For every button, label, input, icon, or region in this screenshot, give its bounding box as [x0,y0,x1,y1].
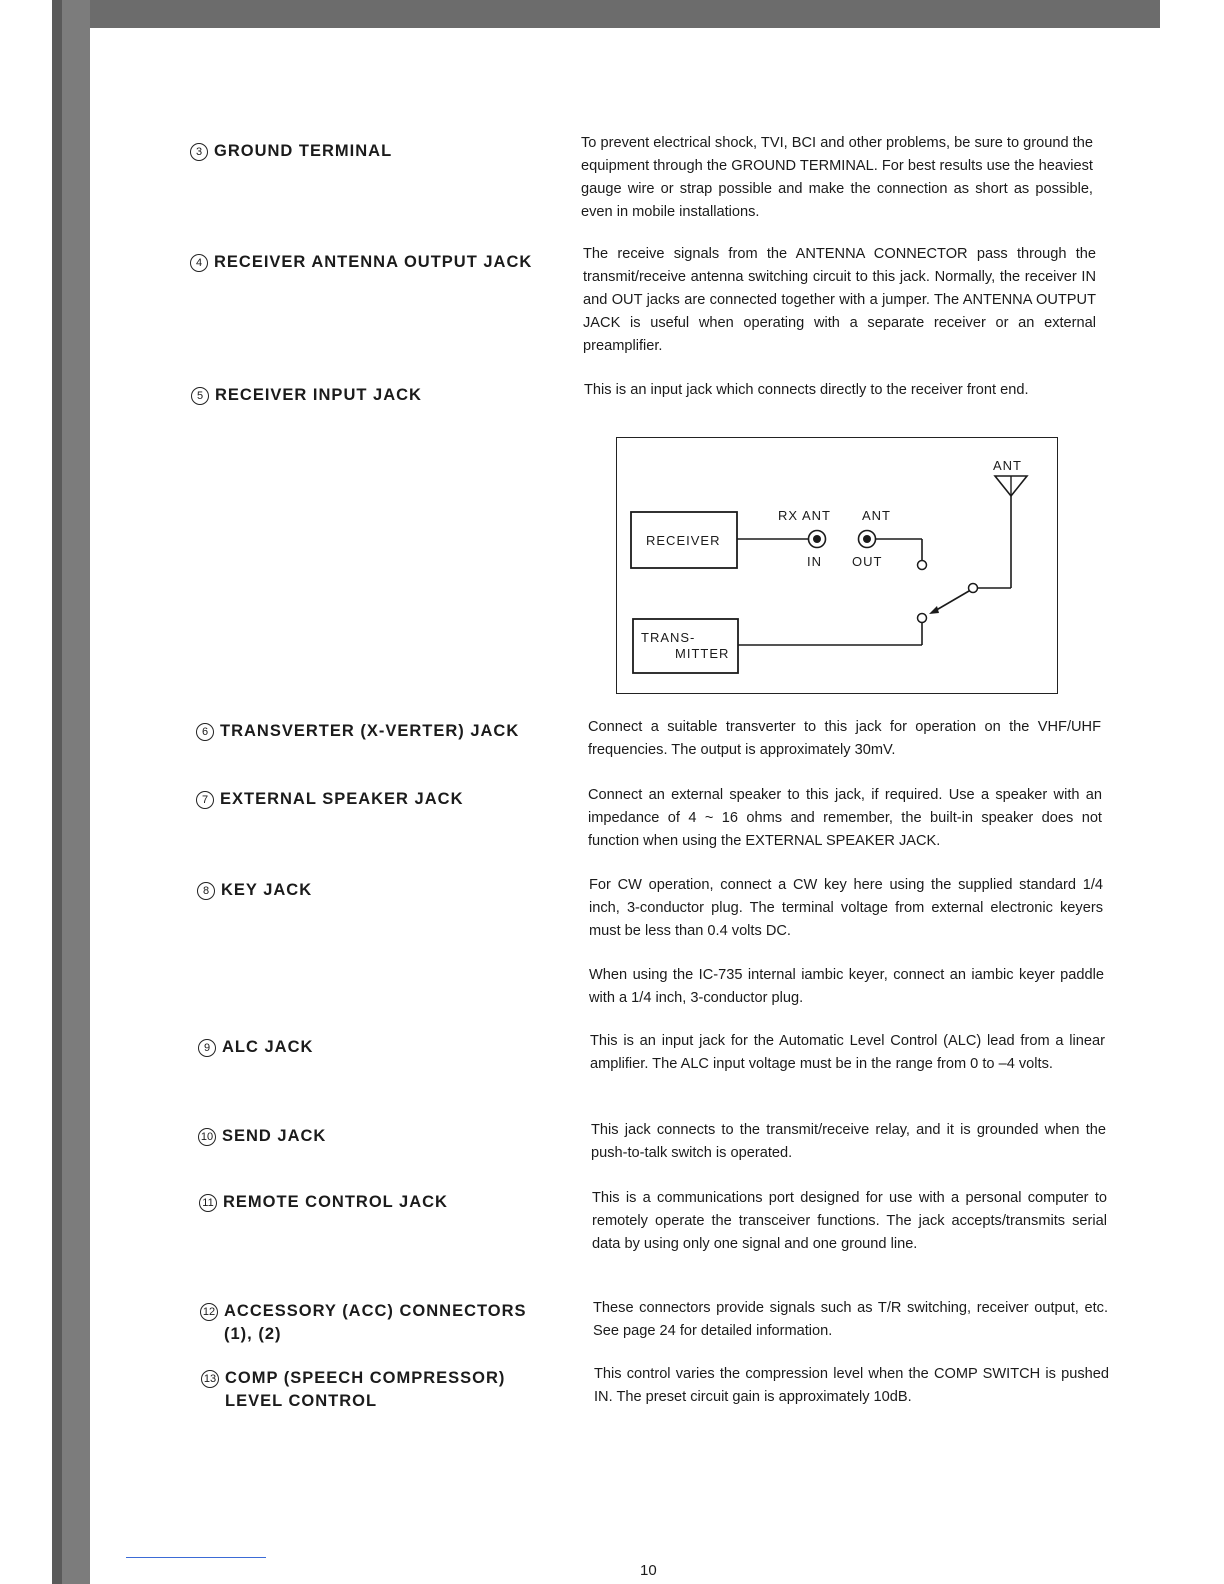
out-jack-center [863,535,871,543]
heading-external-speaker-jack [196,788,463,811]
para-receiver-antenna-output-jack: The receive signals from the ANTENNA CONNECTOR pass through the transmit/receive antenna switching circuit to this jack. Normally, the receiver IN and OUT jacks are connected together with a jumper. The ANTENNA OUTPUT JACK is useful when operating with a separate receiver or an external preamplifier. [583,246,1096,354]
scan-border-edge [52,0,62,1584]
heading-title-continued: (1), (2) [224,1325,282,1343]
heading-receiver-antenna-output-jack [190,251,532,274]
heading-remote-control-jack [199,1191,448,1214]
item-number-badge: 8 [197,882,215,900]
out-label: OUT [852,554,883,569]
heading-title: RECEIVER ANTENNA OUTPUT JACK [214,253,533,271]
heading-send-jack [198,1125,326,1148]
bottom-rule [126,1557,266,1558]
para-ground-terminal: To prevent electrical shock, TVI, BCI and other problems, be sure to ground the equipment through the GROUND TERMINAL. For best results use the heaviest gauge wire or strap possible and make the connection as short as possible, even in mobile installations. [581,135,1093,220]
para-external-speaker-jack: Connect an external speaker to this jack, if required. Use a speaker with an impedance of 4 ~ 16 ohms and remember, the built-in speaker does not function when using the EXTERNAL SPEAKER JACK. [588,787,1102,849]
item-number-badge: 9 [198,1039,216,1057]
page-number: 10 [640,1562,657,1579]
ant-label: ANT [993,458,1022,473]
in-jack-center [813,535,821,543]
switch-common-terminal [969,584,978,593]
item-number-badge: 11 [199,1194,217,1212]
heading-title: TRANSVERTER (X-VERTER) JACK [220,722,520,740]
heading-title: COMP (SPEECH COMPRESSOR) [225,1369,506,1387]
heading-title: ACCESSORY (ACC) CONNECTORS [224,1302,527,1320]
para-accessory-connectors: These connectors provide signals such as T/R switching, receiver output, etc. See page 24 for detailed information. [593,1300,1108,1339]
switch-arrow-icon [929,606,939,614]
scan-margin-right [1160,0,1224,1584]
para-receiver-input-jack: This is an input jack which connects directly to the receiver front end. [584,382,1029,398]
switch-arm [933,591,969,612]
heading-comp-level-control [201,1367,505,1413]
heading-title: RECEIVER INPUT JACK [215,386,422,404]
heading-title: REMOTE CONTROL JACK [223,1193,448,1211]
item-number-badge: 13 [201,1370,219,1388]
ant-out-top-label: ANT [862,508,891,523]
diagram-svg [617,438,1057,693]
para-remote-control-jack: This is a communications port designed for use with a personal computer to remotely operate the transceiver functions. The jack accepts/transmits serial data by using only one signal and one ground line. [592,1190,1107,1252]
transmit-switch-terminal [918,614,927,623]
heading-transverter-jack [196,720,519,743]
receive-switch-terminal [918,561,927,570]
heading-receiver-input-jack [191,384,422,407]
in-label: IN [807,554,822,569]
para-key-jack: For CW operation, connect a CW key here using the supplied standard 1/4 inch, 3-conductor plug. The terminal voltage from external electronic keyers must be less than 0.4 volts DC. [589,877,1103,939]
item-number-badge: 12 [200,1303,218,1321]
heading-alc-jack [198,1036,313,1059]
heading-ground-terminal [190,140,392,163]
item-number-badge: 10 [198,1128,216,1146]
para-transverter-jack: Connect a suitable transverter to this jack for operation on the VHF/UHF frequencies. The output is approximately 30mV. [588,719,1101,758]
para-alc-jack: This is an input jack for the Automatic Level Control (ALC) lead from a linear amplifier. The ALC input voltage must be in the range from 0 to –4 volts. [590,1033,1105,1072]
transmitter-label-line1: TRANS- [641,630,696,645]
heading-title: SEND JACK [222,1127,327,1145]
para-send-jack: This jack connects to the transmit/receive relay, and it is grounded when the push-to-talk switch is operated. [591,1122,1106,1161]
heading-title: EXTERNAL SPEAKER JACK [220,790,464,808]
receiver-label: RECEIVER [646,533,721,548]
item-number-badge: 3 [190,143,208,161]
heading-title-continued: LEVEL CONTROL [225,1392,378,1410]
scan-border-top [52,0,1224,28]
heading-title: KEY JACK [221,881,313,899]
item-number-badge: 7 [196,791,214,809]
antenna-wiring-diagram [616,437,1058,694]
heading-title: GROUND TERMINAL [214,142,393,160]
para-key-jack-iambic: When using the IC-735 internal iambic keyer, connect an iambic keyer paddle with a 1/4 inch, 3-conductor plug. [589,967,1104,1006]
item-number-badge: 4 [190,254,208,272]
rx-ant-label: RX ANT [778,508,831,523]
transmitter-label-line2: MITTER [675,646,730,661]
heading-accessory-connectors [200,1300,527,1346]
heading-key-jack [197,879,312,902]
item-number-badge: 5 [191,387,209,405]
item-number-badge: 6 [196,723,214,741]
para-comp-level-control: This control varies the compression level when the COMP SWITCH is pushed IN. The preset circuit gain is approximately 10dB. [594,1366,1109,1405]
heading-title: ALC JACK [222,1038,314,1056]
